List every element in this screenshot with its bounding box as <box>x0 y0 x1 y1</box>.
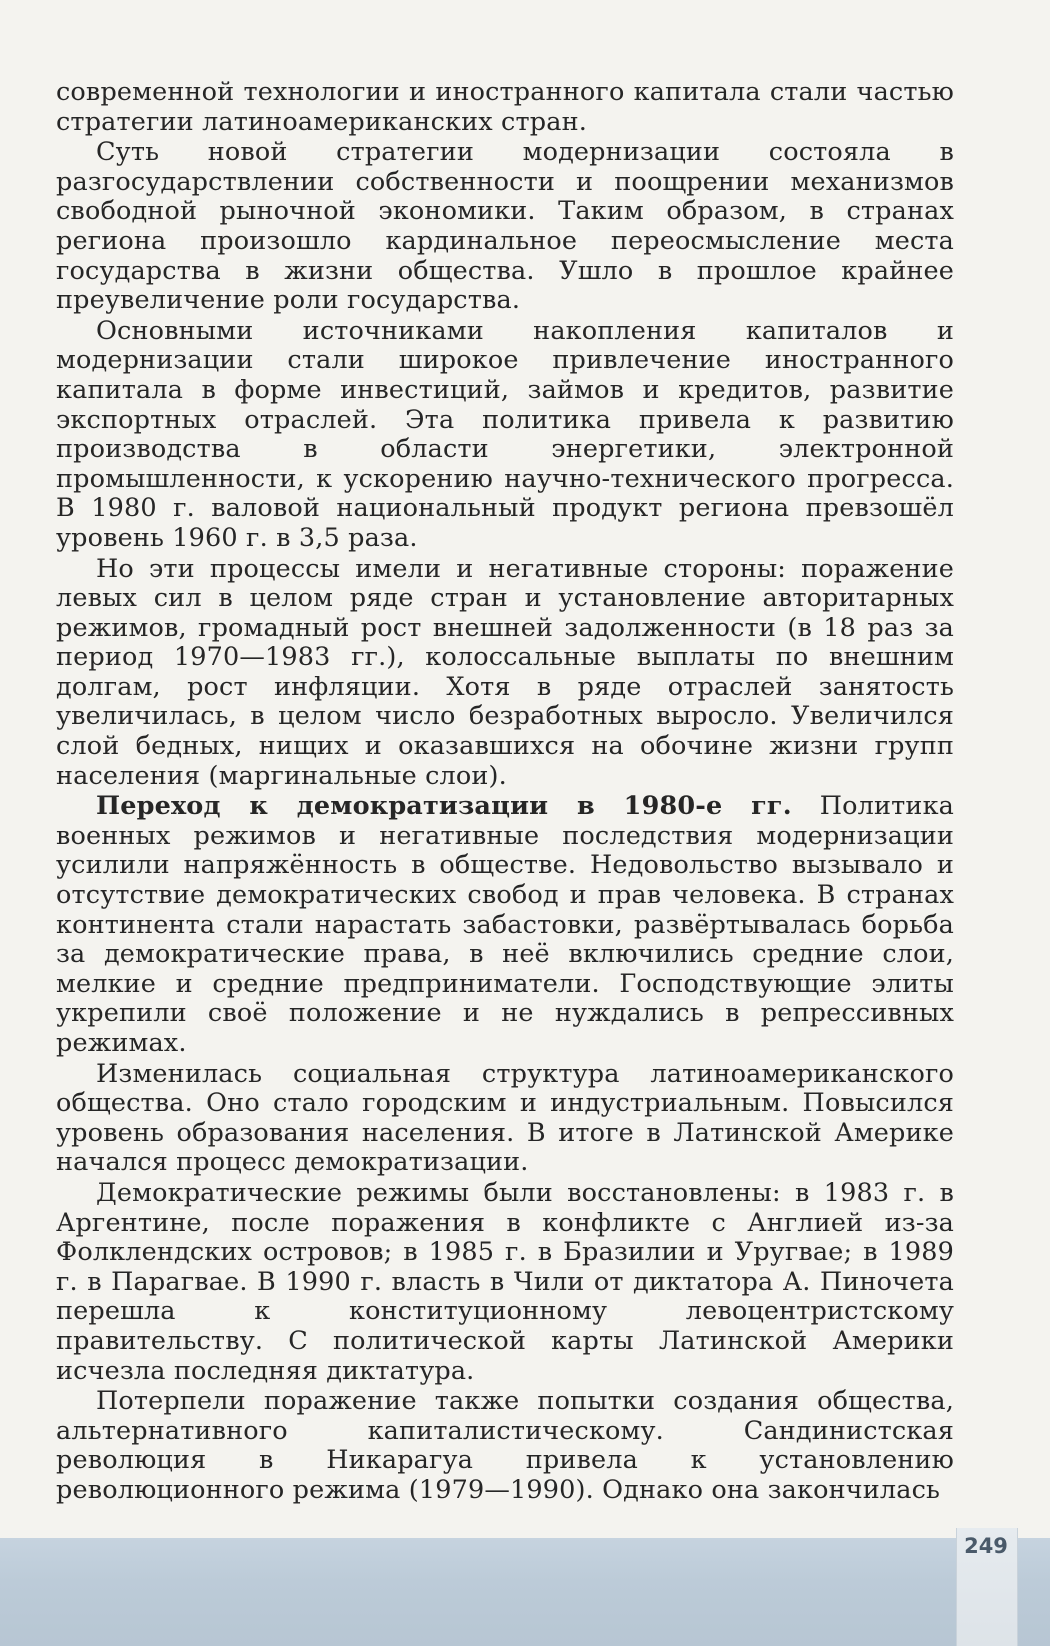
paragraph: Основными источниками накопления капиталов и модернизации стали широкое привлечение иностранного капитала в форме инвестиций, займов и кредитов, развитие экспортных отраслей. Эта политика привела к развитию производства в области энергетики, электронной промышленности, к ускорению научно-технического прогресса. В 1980 г. валовой национальный продукт региона превзошёл уровень 1960 г. в 3,5 раза. <box>56 315 954 553</box>
paragraph: Демократические режимы были восстановлены: в 1983 г. в Аргентине, после поражения в конфликте с Англией из-за Фолклендских островов; в 1985 г. в Бразилии и Уругвае; в 1989 г. в Парагвае. В 1990 г. власть в Чили от диктатора А. Пиночета перешла к конституционному левоцентристскому правительству. С политической карты Латинской Америки исчезла последняя диктатура. <box>56 1177 954 1386</box>
body-text <box>56 78 954 1507</box>
section-text: Политика военных режимов и негативные последствия модернизации усилили напряжённость в обществе. Недовольство вызывало и отсутствие демократических свобод и прав человека. В странах континента стали нарастать забастовки, развёртывалась борьба за демократические права, в неё включились средние слои, мелкие и средние предприниматели. Господствующие элиты укрепили своё положение и не нуждались в репрессивных режимах. <box>56 791 955 1058</box>
section-heading: Переход к демократизации в 1980-е гг. <box>96 791 792 822</box>
paragraph: Потерпели поражение также попытки создания общества, альтернативного капиталистическому. Сандинистская революция в Никарагуа привела к установлению революционного режима (1979—1990). Однако она закончилась <box>56 1386 954 1505</box>
paragraph: современной технологии и иностранного капитала стали частью стратегии латиноамериканских стран. <box>56 77 954 137</box>
paragraph: Изменилась социальная структура латиноамериканского общества. Оно стало городским и индустриальным. Повысился уровень образования населения. В итоге в Латинской Америке начался процесс демократизации. <box>56 1058 954 1178</box>
section-paragraph <box>56 792 954 1058</box>
page-number: 249 <box>964 1534 1008 1558</box>
paragraph: Суть новой стратегии модернизации состояла в разгосударствлении собственности и поощрении механизмов свободной рыночной экономики. Таким образом, в странах региона произошло кардинальное переосмысление места государства в жизни общества. Ушло в прошлое крайнее преувеличение роли государства. <box>56 137 954 316</box>
footer-band <box>0 1538 1050 1646</box>
paragraph: Но эти процессы имели и негативные стороны: поражение левых сил в целом ряде стран и установление авторитарных режимов, громадный рост внешней задолженности (в 18 раз за период 1970—1983 гг.), колоссальные выплаты по внешним долгам, рост инфляции. Хотя в ряде отраслей занятость увеличилась, в целом число безработных выросло. Увеличился слой бедных, нищих и оказавшихся на обочине жизни групп населения (маргинальные слои). <box>56 553 954 791</box>
